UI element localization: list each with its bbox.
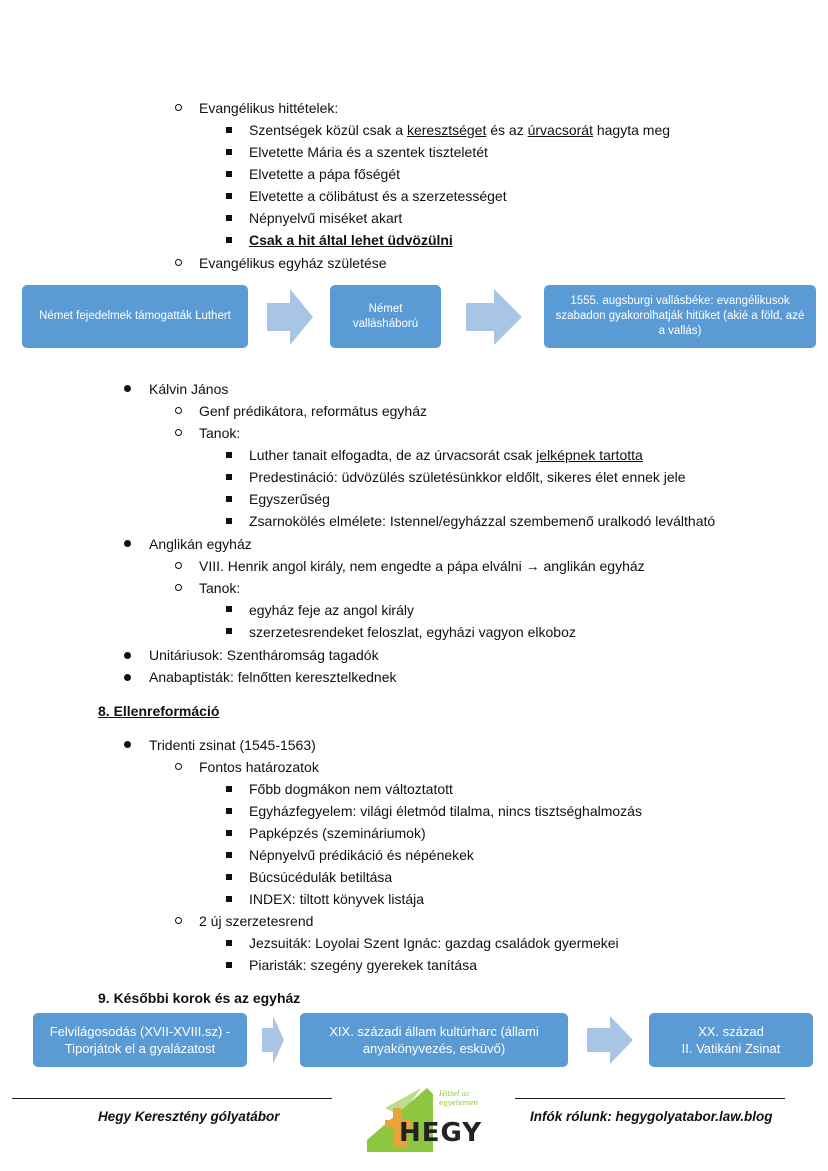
- footer-left: Hegy Keresztény gólyatábor: [98, 1109, 280, 1124]
- circle-bullet: [175, 104, 182, 111]
- list-item: Szentségek közül csak a keresztséget és az úrvacsorát hagyta meg: [249, 122, 671, 138]
- square-bullet: [226, 452, 232, 458]
- square-bullet: [226, 628, 232, 634]
- logo-tagline: Hittel az egyetemen: [439, 1090, 478, 1107]
- flow-box-4: Felvilágosodás (XVII-XVIII.sz) - Tiporjátok el a gyalázatost: [33, 1013, 247, 1067]
- square-bullet: [226, 962, 232, 968]
- list-item: Elvetette a cölibátust és a szerzetességet: [249, 188, 507, 204]
- list-item: szerzetesrendeket feloszlat, egyházi vagyon elkoboz: [249, 624, 576, 640]
- right-arrow-icon: [466, 289, 522, 345]
- flow-box-6: XX. század II. Vatikáni Zsinat: [649, 1013, 813, 1067]
- circle-bullet: [175, 407, 182, 414]
- list-item: Anabaptisták: felnőtten keresztelkednek: [149, 669, 397, 685]
- list-item: Evangélikus hittételek:: [199, 100, 339, 116]
- list-item: Genf prédikátora, református egyház: [199, 403, 428, 419]
- section-heading: 9. Későbbi korok és az egyház: [98, 990, 301, 1006]
- disc-bullet: [124, 741, 131, 748]
- flow-box-2: Német vallásháború: [330, 285, 441, 348]
- circle-bullet: [175, 562, 182, 569]
- right-arrow-icon: [262, 1016, 284, 1064]
- section-heading: 8. Ellenreformáció: [98, 703, 220, 719]
- list-item: Predestináció: üdvözülés születésünkkor eldőlt, sikeres élet ennek jele: [249, 469, 686, 485]
- list-item: INDEX: tiltott könyvek listája: [249, 891, 425, 907]
- square-bullet: [226, 496, 232, 502]
- list-item: Főbb dogmákon nem változtatott: [249, 781, 453, 797]
- list-item: Fontos határozatok: [199, 759, 319, 775]
- square-bullet: [226, 896, 232, 902]
- list-item: Piaristák: szegény gyerekek tanítása: [249, 957, 478, 973]
- list-item: egyház feje az angol király: [249, 602, 414, 618]
- square-bullet: [226, 830, 232, 836]
- square-bullet: [226, 237, 232, 243]
- flow-box-1: Német fejedelmek támogatták Luthert: [22, 285, 248, 348]
- square-bullet: [226, 786, 232, 792]
- square-bullet: [226, 474, 232, 480]
- list-item: Papképzés (szemináriumok): [249, 825, 426, 841]
- square-bullet: [226, 874, 232, 880]
- square-bullet: [226, 518, 232, 524]
- disc-bullet: [124, 540, 131, 547]
- square-bullet: [226, 215, 232, 221]
- disc-bullet: [124, 652, 131, 659]
- list-item: Unitáriusok: Szentháromság tagadók: [149, 647, 379, 663]
- list-item: Tanok:: [199, 580, 241, 596]
- list-item: Csak a hit által lehet üdvözülni: [249, 232, 453, 248]
- square-bullet: [226, 193, 232, 199]
- footer-divider: [12, 1098, 332, 1099]
- list-item: VIII. Henrik angol király, nem engedte a pápa elválni → anglikán egyház: [199, 558, 645, 574]
- list-item: Tridenti zsinat (1545-1563): [149, 737, 316, 753]
- list-item: Népnyelvű miséket akart: [249, 210, 403, 226]
- list-item: Tanok:: [199, 425, 241, 441]
- list-item: Jezsuiták: Loyolai Szent Ignác: gazdag családok gyermekei: [249, 935, 619, 951]
- square-bullet: [226, 127, 232, 133]
- circle-bullet: [175, 429, 182, 436]
- circle-bullet: [175, 763, 182, 770]
- circle-bullet: [175, 917, 182, 924]
- list-item: 2 új szerzetesrend: [199, 913, 314, 929]
- flow-box-3: 1555. augsburgi vallásbéke: evangélikusok szabadon gyakorolhatják hitüket (akié a föld, azé a vallás): [544, 285, 816, 348]
- list-item: Evangélikus egyház születése: [199, 255, 387, 271]
- square-bullet: [226, 171, 232, 177]
- disc-bullet: [124, 385, 131, 392]
- list-item: Egyszerűség: [249, 491, 330, 507]
- list-item: Egyházfegyelem: világi életmód tilalma, nincs tisztséghalmozás: [249, 803, 642, 819]
- square-bullet: [226, 852, 232, 858]
- square-bullet: [226, 149, 232, 155]
- list-item: Zsarnokölés elmélete: Istennel/egyházzal szembemenő uralkodó leváltható: [249, 513, 716, 529]
- right-arrow-icon: [267, 289, 313, 345]
- square-bullet: [226, 808, 232, 814]
- list-item: Népnyelvű prédikáció és népénekek: [249, 847, 474, 863]
- hegy-logo: [365, 1080, 490, 1155]
- footer-divider: [515, 1098, 785, 1099]
- footer-right: Infók rólunk: hegygolyatabor.law.blog: [530, 1109, 773, 1124]
- list-item: Búcsúcédulák betiltása: [249, 869, 393, 885]
- list-item: Elvetette a pápa főségét: [249, 166, 400, 182]
- list-item: Kálvin János: [149, 381, 229, 397]
- disc-bullet: [124, 674, 131, 681]
- list-item: Elvetette Mária és a szentek tiszteletét: [249, 144, 488, 160]
- logo-word: HEGY: [399, 1118, 483, 1148]
- right-arrow-icon: [587, 1016, 633, 1064]
- flow-box-5: XIX. századi állam kultúrharc (állami anyakönyvezés, esküvő): [300, 1013, 568, 1067]
- list-item: Anglikán egyház: [149, 536, 252, 552]
- list-item: Luther tanait elfogadta, de az úrvacsorát csak jelképnek tartotta: [249, 447, 643, 463]
- circle-bullet: [175, 584, 182, 591]
- circle-bullet: [175, 259, 182, 266]
- square-bullet: [226, 940, 232, 946]
- square-bullet: [226, 606, 232, 612]
